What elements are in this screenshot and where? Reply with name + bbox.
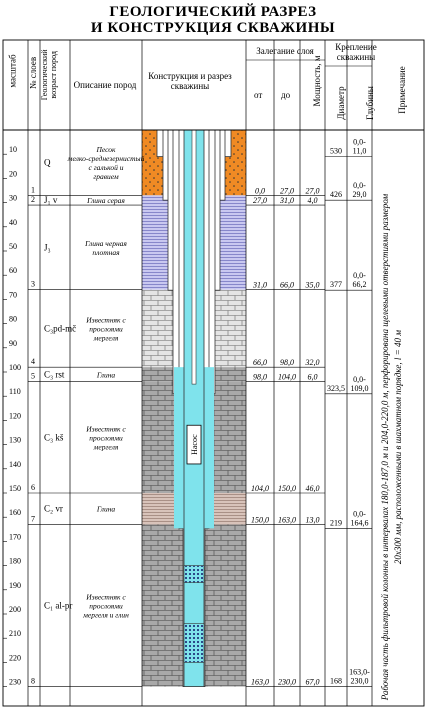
header-thickness: Мощность, м [312, 55, 322, 107]
scale-label: 140 [9, 459, 21, 469]
scale-label: 210 [9, 629, 21, 639]
layer-number: 3 [31, 279, 35, 289]
scale-label: 80 [9, 314, 17, 324]
header-depth: Глубины [365, 86, 375, 120]
layer-number: 5 [31, 371, 35, 381]
bedding-from: 150,0 [251, 515, 269, 525]
casing-diameter: 426 [330, 190, 342, 200]
bedding-to: 27,0 [280, 186, 294, 196]
layer-number: 4 [31, 357, 35, 367]
scale-label: 100 [9, 363, 21, 372]
scale-label: 10 [9, 145, 17, 155]
bedding-thick: 46,0 [305, 484, 320, 493]
layer-description: с галькой и [88, 163, 124, 173]
scale-label: 90 [9, 338, 17, 348]
layer-number: 7 [31, 514, 35, 524]
header-bedding: Залегание слоя [256, 46, 314, 56]
scale-label: 120 [9, 411, 21, 421]
layer-number: 2 [31, 195, 35, 205]
casing-depths: 11,0 [352, 146, 367, 156]
casing-diameter: 168 [330, 676, 342, 686]
bedding-from: 31,0 [253, 280, 267, 290]
bedding-thick: 13,0 [305, 515, 320, 525]
bedding-thick: 67,0 [305, 677, 320, 687]
casing-depths: 0,0- [353, 374, 366, 384]
layer-description: мергеля [93, 333, 119, 343]
riser-pipe [192, 130, 196, 384]
bedding-thick: 6,0 [307, 372, 318, 382]
casing-diameter: 530 [330, 146, 342, 156]
scale-label: 60 [9, 266, 17, 276]
bedding-to: 66,0 [280, 280, 294, 290]
layer-description: плотная [92, 247, 120, 257]
scale-label: 230 [9, 677, 21, 687]
filter-interval [184, 624, 204, 663]
layer-description: гравием [93, 172, 119, 182]
casing-depths: 164,6 [350, 518, 369, 528]
pump-label: Насос [190, 434, 199, 455]
scale-label: 20 [9, 169, 17, 179]
scale-label: 180 [9, 556, 21, 566]
scale-label: 160 [9, 508, 21, 518]
bedding-thick: 35,0 [305, 280, 320, 290]
header-scale: масштаб [7, 54, 18, 88]
layer-age: C₃ rst [44, 369, 65, 380]
bedding-from: 104,0 [251, 484, 269, 493]
scale-label: 130 [9, 435, 21, 445]
layer-number: 1 [31, 185, 35, 195]
layer-description: прослоями [89, 601, 123, 611]
bedding-from: 163,0 [251, 677, 269, 687]
casing-diameter: 323,5 [327, 383, 345, 393]
header-note: Примечание [397, 66, 407, 114]
layer-description: Глина [96, 504, 116, 514]
casing-depths: 163,0- [349, 667, 370, 677]
bedding-from: 98,0 [253, 372, 267, 382]
scale-label: 150 [9, 484, 21, 493]
casing-depths: 0,0- [353, 137, 366, 147]
layer-age: C₃ kš [44, 432, 64, 443]
layer-age: C₃pd-mč [44, 323, 77, 334]
layer-age: Q [44, 157, 51, 168]
layer-description: прослоями [89, 324, 123, 334]
scale-label: 190 [9, 580, 21, 590]
casing-depths: 29,0 [352, 190, 367, 200]
layer-age: C₁ al-pr [44, 600, 73, 611]
bedding-to: 104,0 [278, 372, 296, 382]
perforation-note: Рабочая часть фильтровой колонны в интервалах 180,0-187,0 м и 204,0-220,0 м, перфорирована щелевыми отверстиями размером 20х300 мм, расположенными в шахматном порядке, l = 40 м [379, 193, 403, 701]
bedding-to: 31,0 [280, 196, 294, 206]
scale-label: 50 [9, 242, 17, 251]
casing-depths: 0,0- [353, 181, 366, 191]
bedding-from: 27,0 [253, 196, 267, 206]
layer-description: мергеля [93, 442, 119, 452]
filter-interval [184, 566, 204, 583]
header-from: от [254, 90, 263, 100]
scale-label: 30 [9, 193, 17, 203]
header-diameter: Диаметр [336, 86, 346, 120]
layer-description: Глина [96, 370, 116, 380]
bedding-thick: 32,0 [305, 358, 320, 368]
scale-label: 200 [9, 605, 21, 614]
casing-depths: 230,0 [350, 676, 369, 686]
header-casing: Крепление скважины [335, 42, 377, 62]
header-construction: Конструкция и разрез скважины [148, 71, 232, 91]
layer-number: 6 [31, 483, 35, 492]
casing-depths: 66,2 [352, 280, 367, 290]
scale-label: 40 [9, 217, 17, 227]
scale-label: 220 [9, 653, 21, 663]
bedding-thick: 27,0 [305, 186, 320, 196]
scale-label: 70 [9, 290, 17, 300]
bedding-from: 0,0 [255, 186, 265, 196]
header-rock-desc: Описание пород [73, 80, 137, 90]
bedding-thick: 4,0 [307, 196, 318, 206]
scale-label: 170 [9, 532, 21, 542]
layer-description: Известняк с [86, 424, 126, 434]
header-to: до [281, 90, 291, 100]
layer-description: Песок [96, 145, 116, 155]
layer-description: мергеля и глин [83, 610, 129, 620]
casing-depths: 0,0- [353, 271, 366, 281]
layer-description: Известняк с [86, 315, 126, 325]
layer-description: мелко-среднезернистый [67, 154, 145, 164]
layer-age: C₂ vr [44, 503, 63, 514]
layer-number: 8 [31, 676, 35, 686]
bedding-from: 66,0 [253, 358, 267, 368]
bedding-to: 163,0 [278, 515, 296, 525]
casing-depths: 0,0- [353, 509, 366, 519]
layer-age: J₁ v [44, 195, 58, 206]
header-age: Геологический возраст пород [40, 49, 58, 101]
layer-description: прослоями [89, 433, 123, 443]
casing-diameter: 377 [330, 280, 342, 290]
layer-age: J₃ [44, 242, 51, 253]
bedding-to: 230,0 [278, 677, 296, 687]
bedding-to: 150,0 [278, 484, 296, 493]
casing-diameter: 219 [330, 518, 342, 528]
title-line-2: И КОНСТРУКЦИЯ СКВАЖИНЫ [90, 20, 336, 36]
layer-description: Глина серая [87, 196, 125, 206]
title-line-1: ГЕОЛОГИЧЕСКИЙ РАЗРЕЗ [109, 4, 317, 20]
layer-description: Глина черная [85, 238, 127, 248]
layer-description: Известняк с [86, 592, 126, 602]
scale-label: 110 [9, 387, 21, 397]
bedding-to: 98,0 [280, 358, 294, 368]
header-layer-no: № слоев [28, 56, 39, 90]
casing-depths: 109,0 [350, 383, 369, 393]
